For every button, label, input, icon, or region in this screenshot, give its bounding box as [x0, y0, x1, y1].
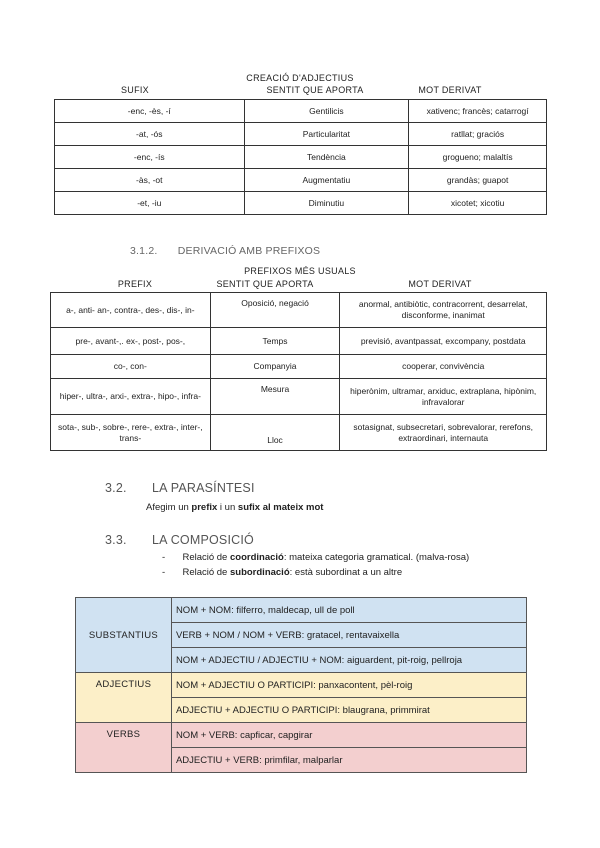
prefix-header-prefix: PREFIX [117, 279, 153, 289]
mot-cell: ratllat; graciós [409, 123, 547, 146]
sufix-cell: -et, -iu [55, 192, 245, 215]
composicio-bullet [162, 567, 402, 578]
prefix-header-mot: MOT DERIVAT [408, 279, 472, 289]
parasintesi-text-part: i un [217, 502, 238, 513]
table-row [55, 123, 547, 146]
composicio-item: NOM + ADJECTIU / ADJECTIU + NOM: aiguardent, pit-roig, pellroja [171, 648, 526, 673]
sentit-cell: Tendència [244, 146, 409, 169]
table-row [51, 328, 547, 355]
bullet-text: : està subordinat a un altre [289, 567, 403, 578]
sentit-cell: Temps [210, 328, 340, 355]
prefix-heading-number: 3.1.2. [130, 245, 158, 257]
mot-cell: previsió, avantpassat, excompany, postdata [340, 328, 547, 355]
table-row [55, 169, 547, 192]
composicio-item: VERB + NOM / NOM + VERB: gratacel, rentavaixella [171, 623, 526, 648]
composicio-item: NOM + VERB: capficar, capgirar [171, 723, 526, 748]
sufix-cell: -às, -ot [55, 169, 245, 192]
composicio-item: NOM + ADJECTIU O PARTICIPI: panxacontent, pèl-roig [171, 673, 526, 698]
parasintesi-text-part: Afegim un [146, 502, 192, 513]
sufix-header-sufix: SUFIX [120, 85, 149, 95]
composicio-item: NOM + NOM: filferro, maldecap, ull de poll [171, 598, 526, 623]
mot-cell: anormal, antibiòtic, contracorrent, desarrelat, disconforme, inanimat [340, 293, 547, 328]
bullet-dash: - [162, 552, 166, 563]
group-label-verbs: VERBS [76, 723, 172, 773]
sentit-cell: Gentilicis [244, 100, 409, 123]
mot-cell: cooperar, convivència [340, 355, 547, 379]
bullet-text: : mateixa categoria gramatical. (malva-rosa) [283, 552, 470, 563]
mot-cell: xicotet; xicotiu [409, 192, 547, 215]
bullet-dash: - [162, 567, 166, 578]
bullet-text: Relació de [182, 567, 230, 578]
group-label-substantius: SUBSTANTIUS [76, 598, 172, 673]
parasintesi-bold-sufix: sufix al mateix mot [237, 502, 324, 513]
bullet-bold: coordinació [229, 552, 284, 563]
composicio-title: LA COMPOSICIÓ [152, 533, 254, 547]
table-row [51, 379, 547, 415]
sentit-cell: Diminutiu [244, 192, 409, 215]
table-row [55, 100, 547, 123]
prefix-header-sentit: SENTIT QUE APORTA [216, 279, 314, 289]
parasintesi-bold-prefix: prefix [191, 502, 218, 513]
prefix-cell: a-, anti- an-, contra-, des-, dis-, in- [51, 293, 211, 328]
sentit-cell: Augmentatiu [244, 169, 409, 192]
mot-cell: xativenc; francès; catarrogí [409, 100, 547, 123]
prefix-heading-title: DERIVACIÓ AMB PREFIXOS [177, 245, 321, 257]
prefix-cell: co-, con- [51, 355, 211, 379]
sufix-cell: -at, -ós [55, 123, 245, 146]
prefix-cell: hiper-, ultra-, arxi-, extra-, hipo-, infra- [51, 379, 211, 415]
sentit-cell: Companyia [210, 355, 340, 379]
table-row [55, 192, 547, 215]
group-label-adjectius: ADJECTIUS [76, 673, 172, 723]
composicio-item: ADJECTIU + VERB: primfilar, malparlar [171, 748, 526, 773]
composicio-number: 3.3. [105, 533, 127, 547]
table-row [76, 673, 527, 698]
composicio-heading [105, 533, 254, 547]
mot-cell: grogueno; malaltís [409, 146, 547, 169]
mot-cell: grandàs; guapot [409, 169, 547, 192]
sufix-header-sentit: SENTIT QUE APORTA [266, 85, 364, 95]
composicio-table [75, 597, 527, 773]
sufix-cell: -enc, -ès, -í [55, 100, 245, 123]
prefix-table-caption: PREFIXOS MÉS USUALS [244, 266, 356, 276]
sentit-cell: Mesura [210, 379, 340, 415]
sentit-cell: Oposició, negació [210, 293, 340, 328]
sentit-cell: Lloc [210, 415, 340, 451]
bullet-bold: subordinació [229, 567, 290, 578]
sufix-cell: -enc, -ís [55, 146, 245, 169]
prefix-section-heading [130, 245, 320, 257]
sentit-cell: Particularitat [244, 123, 409, 146]
prefix-cell: sota-, sub-, sobre-, rere-, extra-, inter-, trans- [51, 415, 211, 451]
table-row [55, 146, 547, 169]
composicio-bullet [162, 552, 469, 563]
table-row [76, 598, 527, 623]
table-row [76, 723, 527, 748]
parasintesi-number: 3.2. [105, 481, 127, 495]
sufix-table [54, 99, 547, 215]
mot-cell: sotasignat, subsecretari, sobrevalorar, rerefons, extraordinari, internauta [340, 415, 547, 451]
bullet-text: Relació de [182, 552, 230, 563]
sufix-table-caption: CREACIÓ D'ADJECTIUS [246, 73, 354, 83]
table-row [51, 415, 547, 451]
prefix-table [50, 292, 547, 451]
parasintesi-text [146, 502, 323, 513]
composicio-item: ADJECTIU + ADJECTIU O PARTICIPI: blaugrana, primmirat [171, 698, 526, 723]
sufix-header-mot: MOT DERIVAT [418, 85, 482, 95]
parasintesi-heading [105, 481, 255, 495]
table-row [51, 293, 547, 328]
table-row [51, 355, 547, 379]
prefix-cell: pre-, avant-,. ex-, post-, pos-, [51, 328, 211, 355]
mot-cell: hiperònim, ultramar, arxiduc, extraplana, hipònim, infravalorar [340, 379, 547, 415]
parasintesi-title: LA PARASÍNTESI [152, 481, 255, 495]
